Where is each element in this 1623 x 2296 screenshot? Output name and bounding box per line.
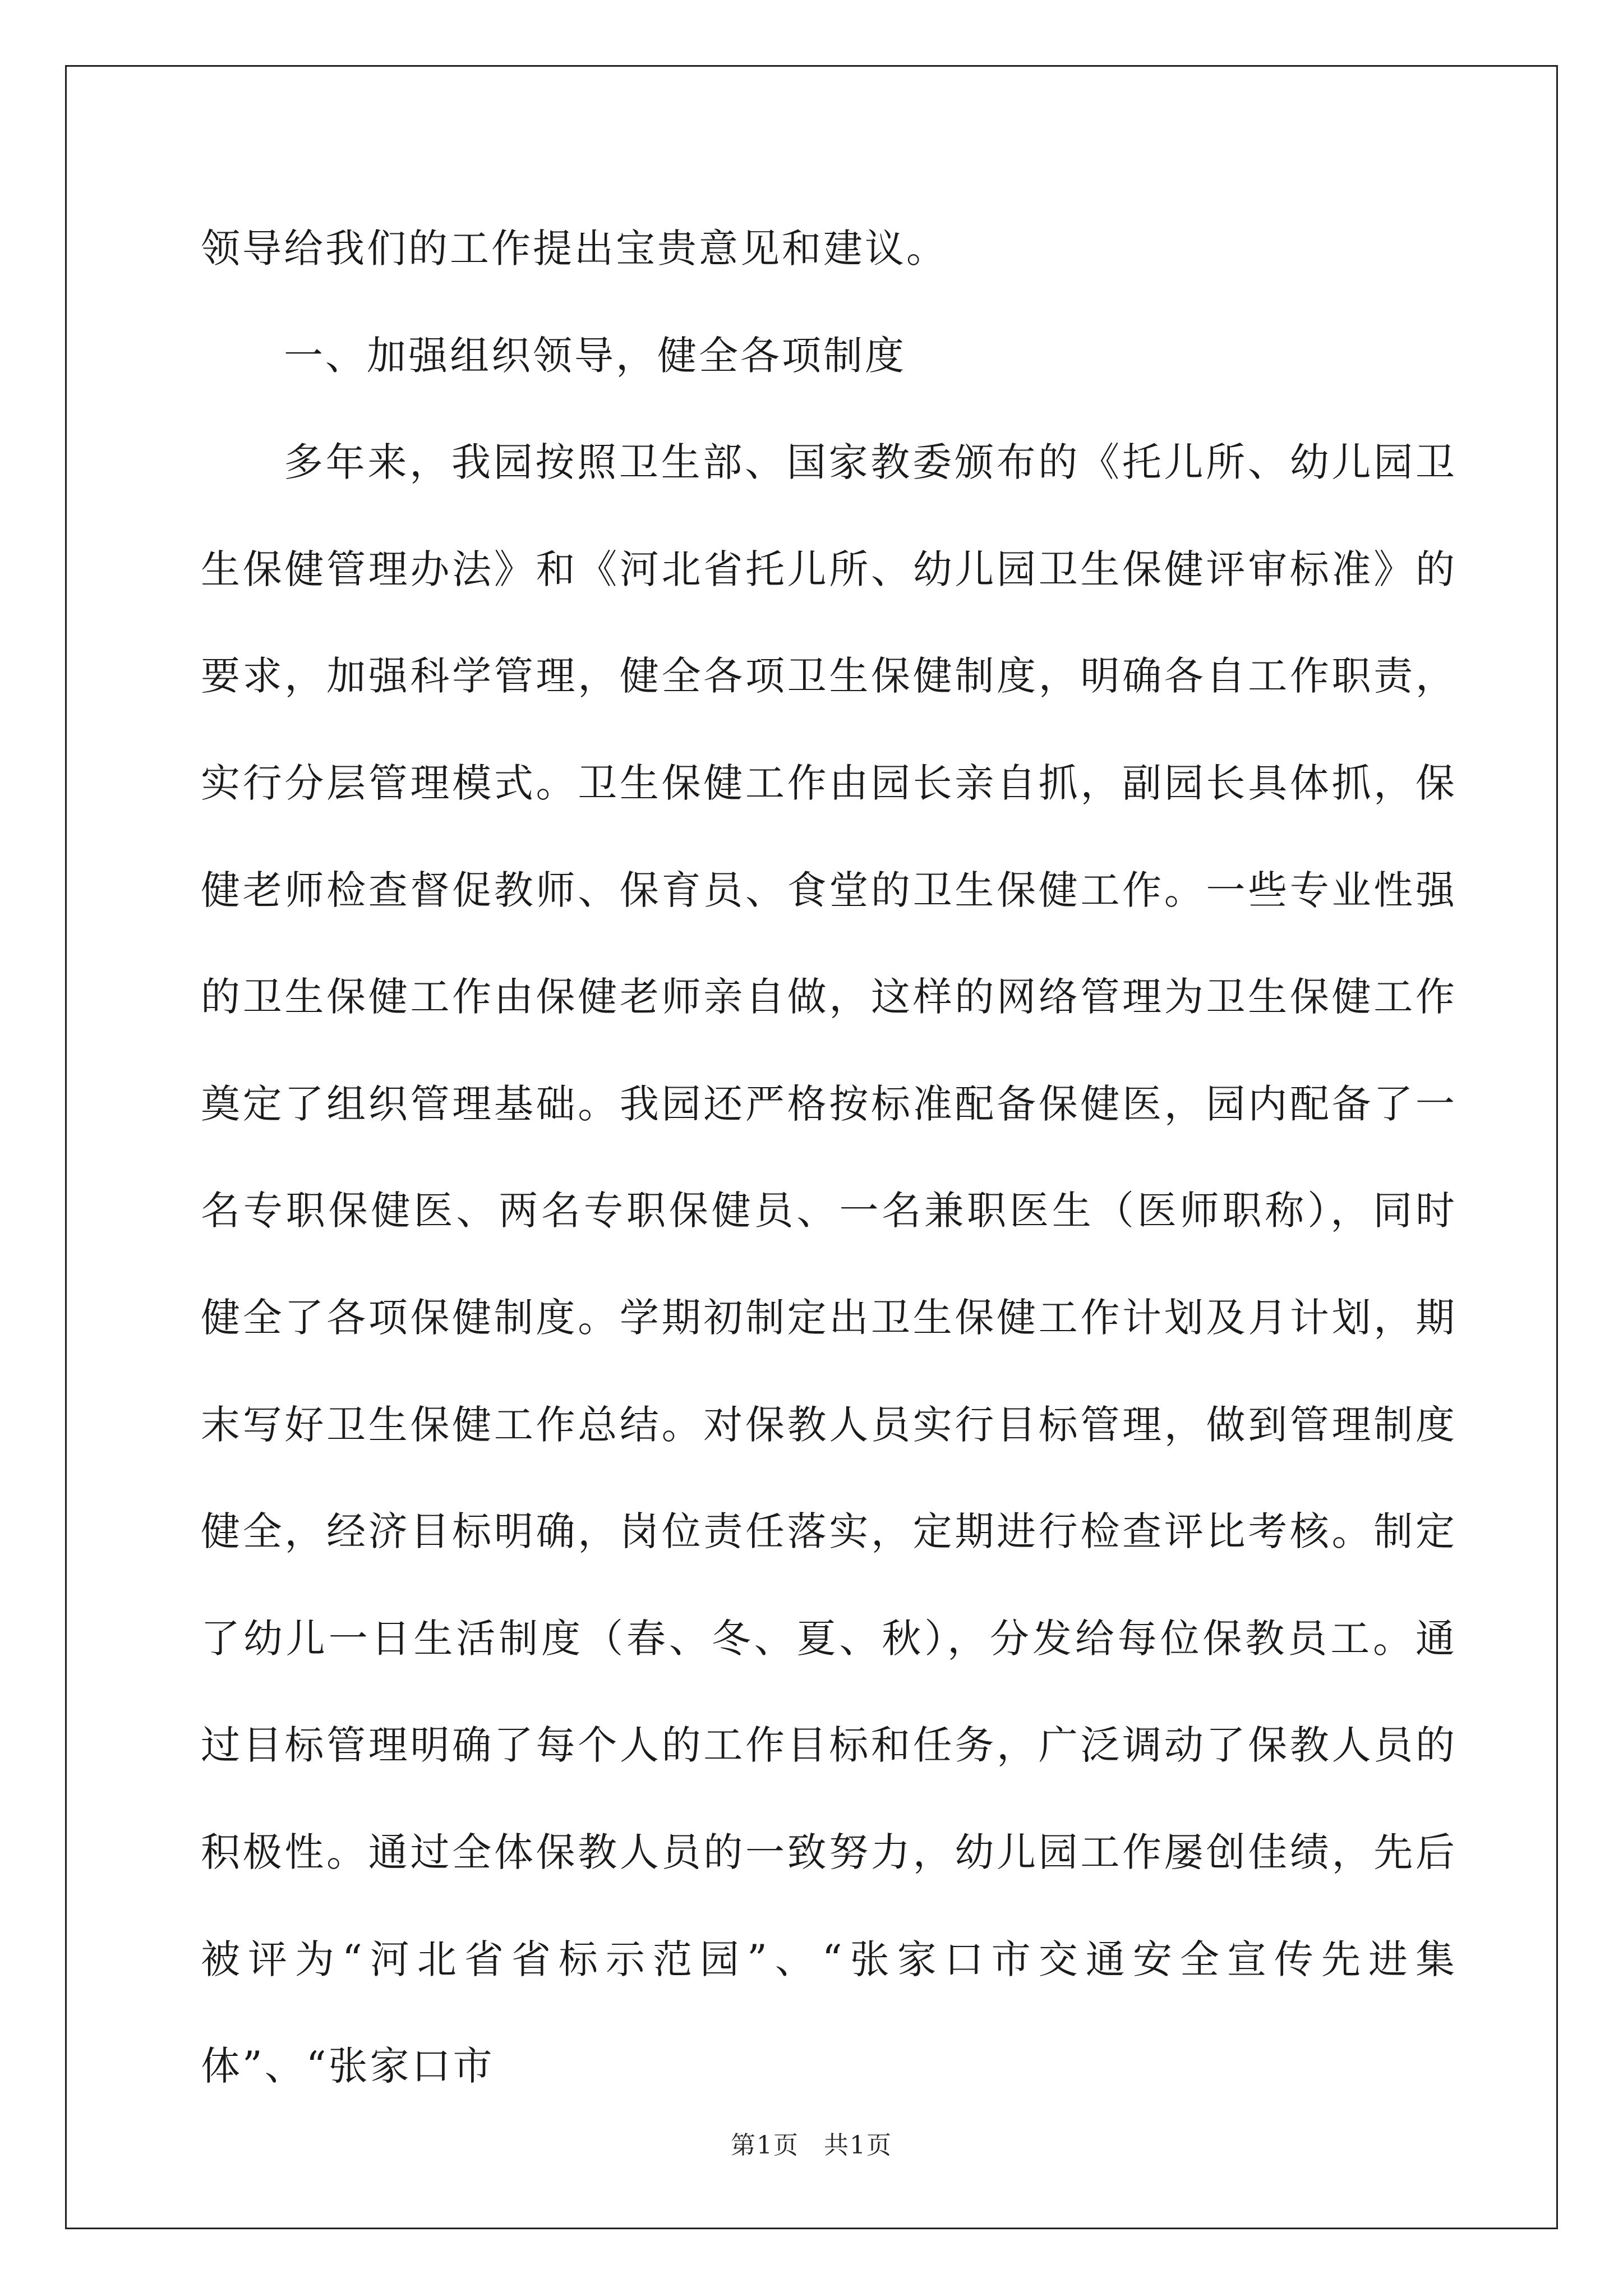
- paragraph-body: 多年来，我园按照卫生部、国家教委颁布的《托儿所、幼儿园卫生保健管理办法》和《河北省托儿所、幼儿园卫生保健评审标准》的要求，加强科学管理，健全各项卫生保健制度，明确各自工作职责，实行分层管理模式。卫生保健工作由园长亲自抓，副园长具体抓，保健老师检查督促教师、保育员、食堂的卫生保健工作。一些专业性强的卫生保健工作由保健老师亲自做，这样的网络管理为卫生保健工作奠定了组织管理基础。我园还严格按标准配备保健医，园内配备了一名专职保健医、两名专职保健员、一名兼职医生（医师职称），同时健全了各项保健制度。学期初制定出卫生保健工作计划及月计划，期末写好卫生保健工作总结。对保教人员实行目标管理，做到管理制度健全，经济目标明确，岗位责任落实，定期进行检查评比考核。制定了幼儿一日生活制度（春、冬、夏、秋），分发给每位保教员工。通过目标管理明确了每个人的工作目标和任务，广泛调动了保教人员的积极性。通过全体保教人员的一致努力，幼儿园工作屡创佳绩，先后被评为“河北省省标示范园”、“张家口市交通安全宣传先进集体”、“张家口市: [201, 439, 1457, 2090]
- section-heading: 一、加强组织领导，健全各项制度: [284, 332, 906, 379]
- page-footer: [0, 2129, 1623, 2162]
- page-total: 共1页: [824, 2131, 892, 2160]
- paragraph-continuation: 领导给我们的工作提出宝贵意见和建议。: [201, 226, 948, 272]
- page-number: 第1页: [731, 2131, 799, 2160]
- document-body: [201, 195, 1457, 2120]
